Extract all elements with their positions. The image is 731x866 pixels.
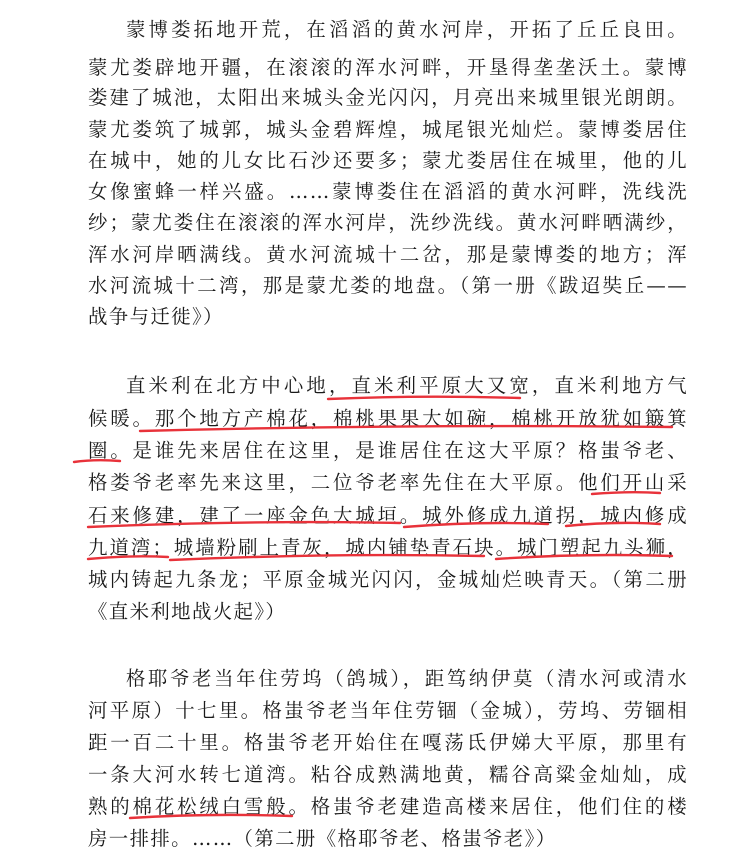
- p1-line-9: 水河流城十二湾，那是蒙尤娄的地盘。（第一册《跋迢奘丘——: [88, 274, 688, 297]
- p2-line-1: 直米利在北方中心地，直米利平原大又宽，直米利地方气: [126, 374, 688, 397]
- p3-line-4: 一条大河水转七道湾。粘谷成熟满地黄，糯谷高粱金灿灿，成: [88, 763, 688, 786]
- p2-line-4: 格娄爷老率先来这里，二位爷老率先住在大平原。他们开山采: [88, 471, 688, 494]
- p2-line-2: 候暖。那个地方产棉花，棉桃果果大如碗，棉桃开放犹如簸箕: [88, 407, 688, 430]
- p3-line-1: 格耶爷老当年住劳坞（鸽城），距笃纳伊莫（清水河或清水: [126, 667, 688, 690]
- p1-line-7: 纱；蒙尤娄住在滚滚的浑水河岸，洗纱洗线。黄水河畔晒满纱，: [88, 211, 688, 234]
- p1-line-10: 战争与迁徙》）: [88, 305, 224, 328]
- p3-line-5: 熟的棉花松绒白雪般。格蚩爷老建造高楼来居住，他们住的楼: [88, 795, 688, 818]
- p1-line-4: 蒙尤娄筑了城郭，城头金碧辉煌，城尾银光灿烂。蒙博娄居住: [88, 118, 688, 141]
- p1-line-2: 蒙尤娄辟地开疆，在滚滚的浑水河畔，开垦得垄垄沃土。蒙博: [88, 56, 688, 79]
- p1-line-8: 浑水河岸晒满线。黄水河流城十二岔，那是蒙博娄的地方；浑: [88, 243, 688, 266]
- p3-line-2: 河平原）十七里。格蚩爷老当年住劳锢（金城），劳坞、劳锢相: [88, 699, 688, 722]
- p1-line-3: 娄建了城池，太阳出来城头金光闪闪，月亮出来城里银光朗朗。: [88, 86, 688, 109]
- p3-line-6: 房一排排。……（第二册《格耶爷老、格蚩爷老》）: [88, 827, 557, 850]
- p2-line-3: 圈。是谁先来居住在这里，是谁居住在这大平原？格蚩爷老、: [88, 439, 688, 462]
- p1-line-6: 女像蜜蜂一样兴盛。……蒙博娄住在滔滔的黄水河畔，洗线洗: [88, 180, 688, 203]
- p2-line-5: 石来修建，建了一座金色大城垣。城外修成九道拐，城内修成: [88, 504, 688, 527]
- p1-line-5: 在城中，她的儿女比石沙还要多；蒙尤娄居住在城里，他的儿: [88, 149, 688, 172]
- p2-line-8: 《直米利地战火起》）: [88, 600, 287, 623]
- p2-line-7: 城内铸起九条龙；平原金城光闪闪，金城灿烂映青天。（第二册: [88, 568, 688, 591]
- p2-line-6: 九道湾；城墙粉刷上青灰，城内铺垫青石块。城门塑起九头狮，: [88, 536, 688, 559]
- p3-line-3: 距一百二十里。格蚩爷老开始住在嘎荡氐伊娣大平原，那里有: [88, 731, 688, 754]
- p1-line-1: 蒙博娄拓地开荒，在滔滔的黄水河岸，开拓了丘丘良田。: [126, 18, 688, 41]
